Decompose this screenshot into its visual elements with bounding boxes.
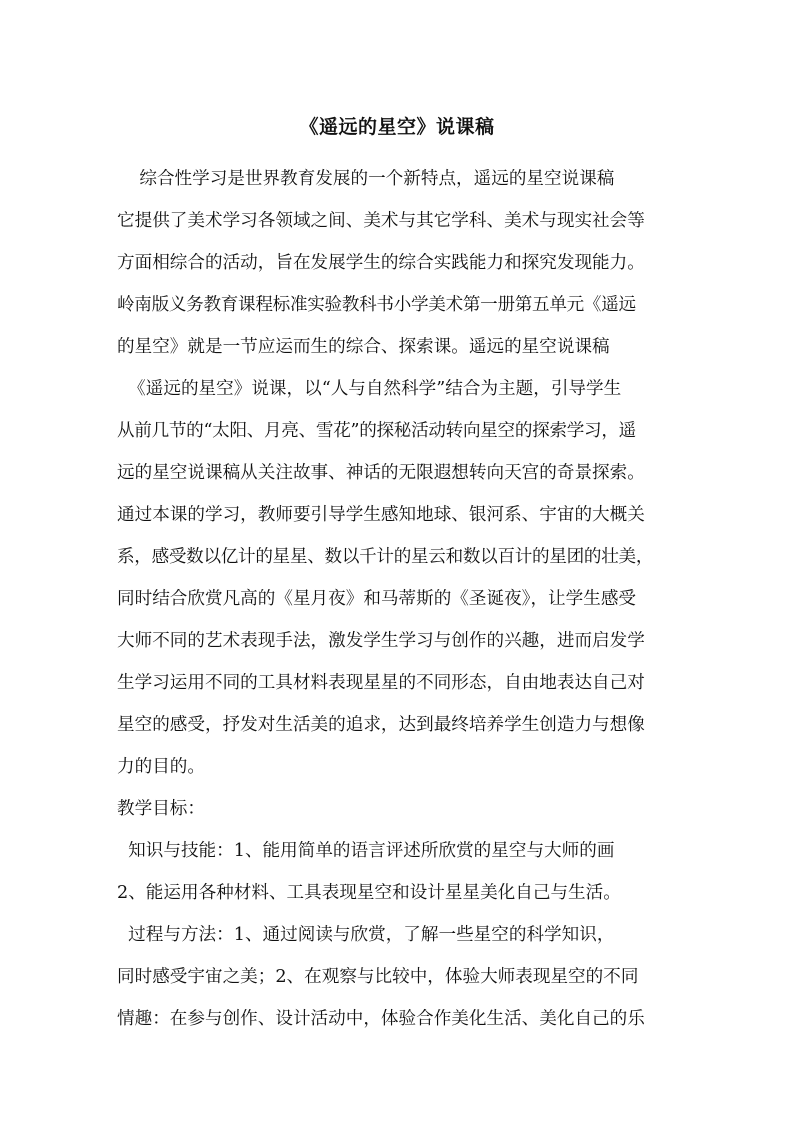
text-line: 知识与技能：1、能用简单的语言评述所欣赏的星空与大师的画: [117, 841, 615, 861]
text-line: 的星空》就是一节应运而生的综合、探索课。遥远的星空说课稿: [117, 337, 610, 357]
text-line: 力的目的。: [117, 757, 205, 777]
text-line: 过程与方法：1、通过阅读与欣赏，了解一些星空的科学知识，: [117, 925, 615, 945]
text-line: 远的星空说课稿从关注故事、神话的无限遐想转向天宫的奇景探索。: [117, 463, 645, 483]
text-line: 星空的感受，抒发对生活美的追求，达到最终培养学生创造力与想像: [117, 715, 645, 735]
text-line: 从前几节的“太阳、月亮、雪花”的探秘活动转向星空的探索学习，遥: [117, 421, 636, 441]
text-line: 岭南版义务教育课程标准实验教科书小学美术第一册第五单元《遥远: [117, 295, 636, 315]
text-line: 同时结合欣赏凡高的《星月夜》和马蒂斯的《圣诞夜》，让学生感受: [117, 589, 637, 609]
text-line: 同时感受宇宙之美；2、在观察与比较中，体验大师表现星空的不同: [117, 967, 639, 987]
document-title: 《遥远的星空》说课稿: [299, 116, 495, 138]
text-line: 2、能运用各种材料、工具表现星空和设计星星美化自己与生活。: [117, 883, 621, 903]
text-line: 生学习运用不同的工具材料表现星星的不同形态，自由地表达自己对: [117, 673, 645, 693]
text-line: 《遥远的星空》说课，以“人与自然科学”结合为主题，引导学生: [117, 379, 622, 399]
text-line: 方面相综合的活动，旨在发展学生的综合实践能力和探究发现能力。: [117, 253, 645, 273]
text-line: 通过本课的学习，教师要引导学生感知地球、银河系、宇宙的大概关: [117, 505, 645, 525]
text-line: 情趣：在参与创作、设计活动中，体验合作美化生活、美化自己的乐: [117, 1009, 645, 1029]
section-heading: 教学目标：: [117, 799, 205, 819]
text-line: 系，感受数以亿计的星星、数以千计的星云和数以百计的星团的壮美，: [117, 547, 654, 567]
text-line: 综合性学习是世界教育发展的一个新特点，遥远的星空说课稿: [117, 169, 615, 189]
text-line: 它提供了美术学习各领域之间、美术与其它学科、美术与现实社会等: [117, 211, 645, 231]
text-line: 大师不同的艺术表现手法，激发学生学习与创作的兴趣，进而启发学: [117, 631, 645, 651]
document-body: [117, 158, 677, 1040]
